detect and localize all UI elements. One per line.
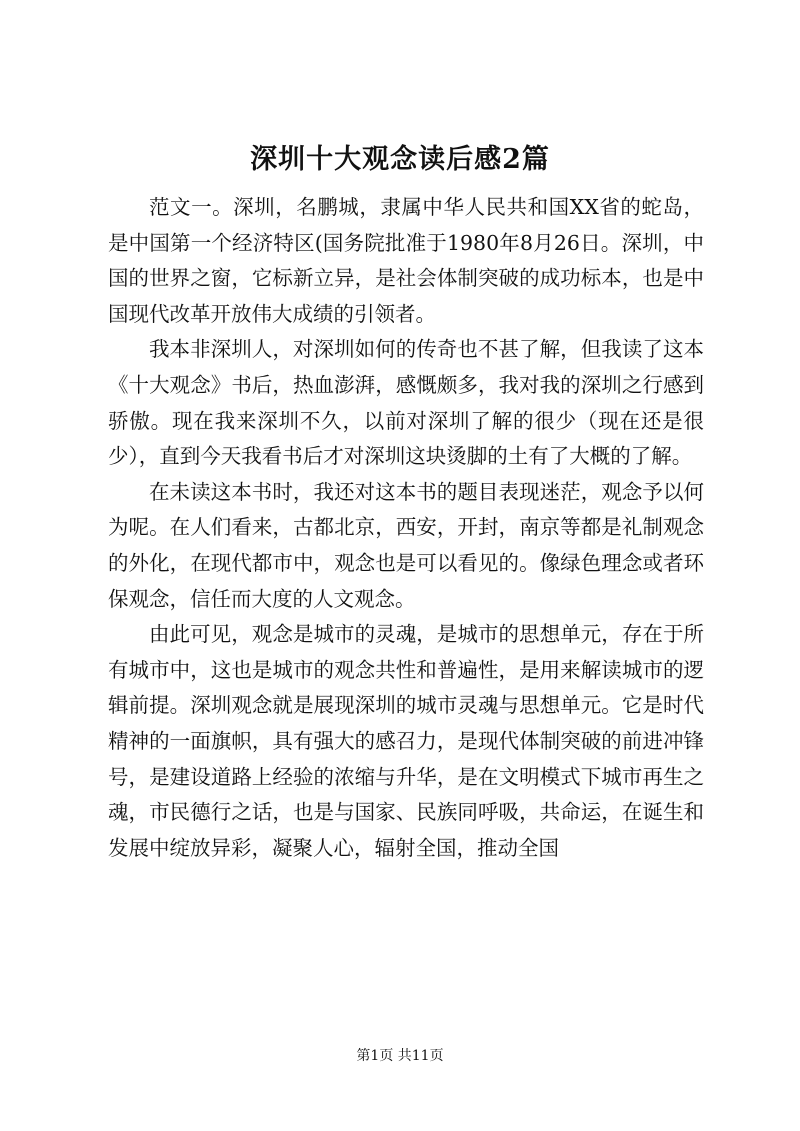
document-body xyxy=(108,190,704,866)
page-footer: 第1页 共11页 xyxy=(356,1048,444,1064)
paragraph-2: 我本非深圳人，对深圳如何的传奇也不甚了解，但我读了这本《十大观念》书后，热血澎湃，感慨颇多，我对我的深圳之行感到骄傲。现在我来深圳不久，以前对深圳了解的很少（现在还是很少），直到今天我看书后才对深圳这块烫脚的土有了大概的了解。 xyxy=(108,337,704,469)
paragraph-1: 范文一。深圳，名鹏城，隶属中华人民共和国XX省的蛇岛，是中国第一个经济特区(国务院批准于1980年8月26日。深圳，中国的世界之窗，它标新立异，是社会体制突破的成功标本，也是中国现代改革开放伟大成绩的引领者。 xyxy=(108,195,704,326)
page-title: 深圳十大观念读后感2篇 xyxy=(250,144,550,175)
paragraph-3: 在未读这本书时，我还对这本书的题目表现迷茫，观念予以何为呢。在人们看来，古都北京，西安，开封，南京等都是礼制观念的外化，在现代都市中，观念也是可以看见的。像绿色理念或者环保观念，信任而大度的人文观念。 xyxy=(108,479,704,611)
paragraph-4: 由此可见，观念是城市的灵魂，是城市的思想单元，存在于所有城市中，这也是城市的观念共性和普遍性，是用来解读城市的逻辑前提。深圳观念就是展现深圳的城市灵魂与思想单元。它是时代精神的一面旗帜，具有强大的感召力，是现代体制突破的前进冲锋号，是建设道路上经验的浓缩与升华，是在文明模式下城市再生之魂，市民德行之话，也是与国家、民族同呼吸，共命运，在诞生和发展中绽放异彩，凝聚人心，辐射全国，推动全国 xyxy=(108,622,704,860)
